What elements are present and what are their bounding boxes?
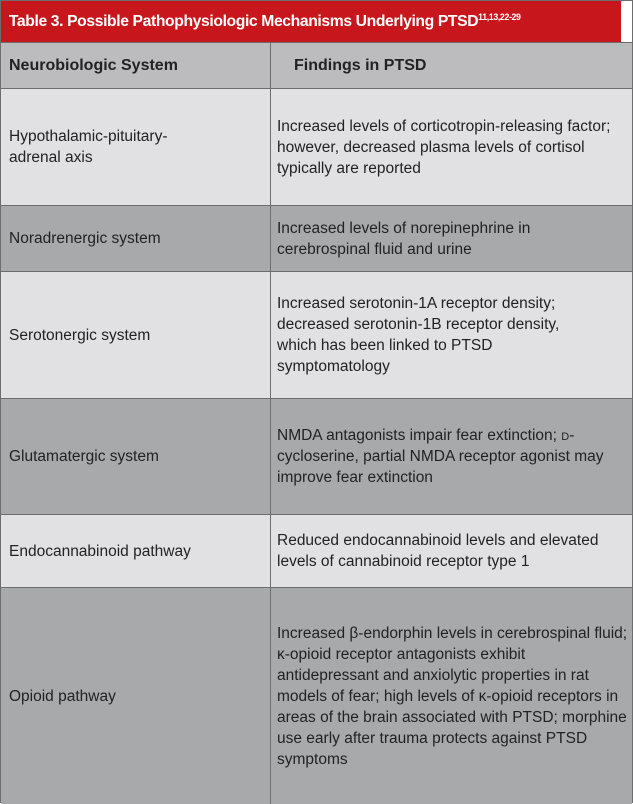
column-divider (270, 42, 271, 804)
table-header-row (1, 42, 632, 89)
row-system: Glutamatergic system (9, 448, 159, 465)
row-findings (277, 399, 629, 514)
row-system: Endocannabinoid pathway (9, 542, 191, 560)
row-system: Opioid pathway (9, 687, 116, 705)
table-title-text: Table 3. Possible Pathophysiologic Mechanisms Underlying PTSD (8, 13, 479, 30)
table-title (1, 1, 621, 42)
row-findings-prefix: NMDA antagonists impair fear extinction; (277, 427, 557, 444)
table-row (1, 399, 632, 515)
row-system: Hypothalamic-pituitary-adrenal axis (9, 128, 168, 166)
row-system: Noradrenergic system (9, 230, 161, 247)
row-findings: Increased serotonin-1A receptor density; decreased serotonin-1B receptor density, which has been linked to PTSD symptomatology (277, 295, 560, 375)
header-neurobiologic-system: Neurobiologic System (9, 57, 178, 74)
table-row (1, 515, 632, 588)
table-row (1, 588, 632, 804)
row-findings-d: d (561, 427, 570, 444)
row-findings-rest: -cycloserine, partial NMDA receptor agonist may improve fear extinction (277, 427, 604, 486)
row-findings: Reduced endocannabinoid levels and elevated levels of cannabinoid receptor type 1 (277, 532, 599, 570)
row-findings: Increased β-endorphin levels in cerebrospinal fluid; κ-opioid receptor antagonists exhibit antidepressant and anxiolytic properties in rat models of fear; high levels of κ-opioid receptors in areas of the brain associated with PTSD; morphine use early after trauma protects against PTSD symptoms (277, 624, 628, 768)
row-system: Serotonergic system (9, 326, 151, 344)
row-findings: Increased levels of norepinephrine in cerebrospinal fluid and urine (277, 219, 531, 258)
row-findings: Increased levels of corticotropin-releasing factor; however, decreased plasma levels of cortisol typically are reported (277, 117, 611, 177)
table-title-refs: 11,13,22-29 (478, 12, 521, 22)
table-row (1, 89, 632, 206)
table-row (1, 272, 632, 399)
header-findings: Findings in PTSD (294, 57, 427, 74)
table-row (1, 206, 632, 272)
